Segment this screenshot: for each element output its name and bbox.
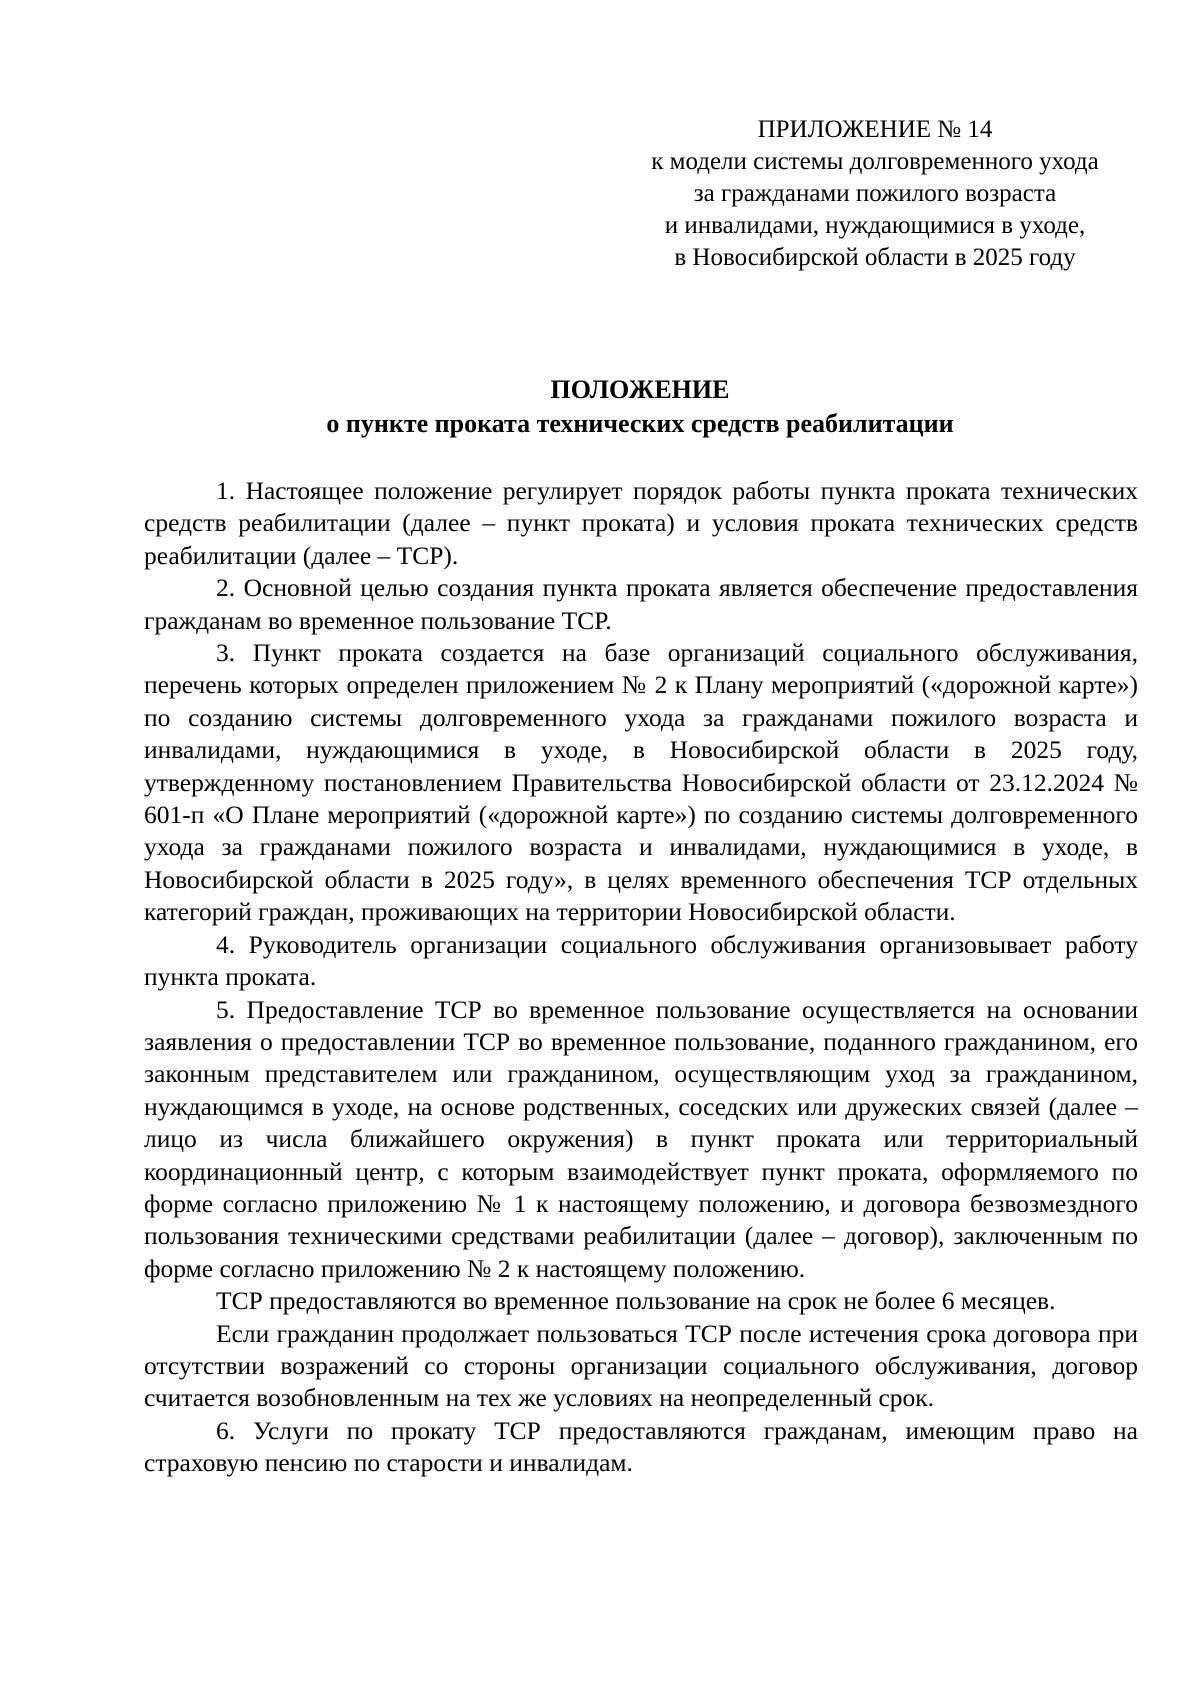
paragraph-2: 2. Основной целью создания пункта проката является обеспечение предоставления гражданам во временное пользование ТСР. <box>144 573 1138 635</box>
annex-line: и инвалидами, нуждающимися в уходе, <box>664 212 1086 239</box>
annex-line: к модели системы долговременного ухода <box>651 148 1099 175</box>
annex-line: в Новосибирской области в 2025 году <box>674 244 1076 271</box>
paragraph-3: 3. Пункт проката создается на базе организаций социального обслуживания, перечень которых определен приложением № 2 к Плану мероприятий («дорожной карте») по созданию системы долговременного ухода за гражданами пожилого возраста и инвалидами, нуждающимися в уходе, в Новосибирской области в 2025 году, утвержденному постановлением Правительства Новосибирской области от 23.12.2024 № 601-п «О Плане мероприятий («дорожной карте») по созданию системы долговременного ухода за гражданами пожилого возраста и инвалидами, нуждающимися в уходе, в Новосибирской области в 2025 году», в целях временного обеспечения ТСР отдельных категорий граждан, проживающих на территории Новосибирской области. <box>144 638 1138 927</box>
paragraph-6: 6. Услуги по прокату ТСР предоставляются гражданам, имеющим право на страховую пенсию по старости и инвалидам. <box>144 1415 1138 1478</box>
annex-line: за гражданами пожилого возраста <box>693 180 1057 207</box>
paragraph-5-renewal: Если гражданин продолжает пользоваться ТСР после истечения срока договора при отсутствии возражений со стороны организации социального обслуживания, договор считается возобновленным на тех же условиях на неопределенный срок. <box>144 1318 1138 1413</box>
title-heading: ПОЛОЖЕНИЕ <box>550 375 730 404</box>
annex-header <box>595 114 1155 274</box>
document-body <box>144 475 1138 1480</box>
paragraph-5-term: ТСР предоставляются во временное пользование на срок не более 6 месяцев. <box>216 1286 1056 1316</box>
document-title <box>144 373 1136 441</box>
paragraph-5: 5. Предоставление ТСР во временное пользование осуществляется на основании заявления о предоставлении ТСР во временное пользование, поданного гражданином, его законным представителем или гражданином, осуществляющим уход за гражданином, нуждающимся в уходе, на основе родственных, соседских или дружеских связей (далее – лицо из числа ближайшего окружения) в пункт проката или территориальный координационный центр, с которым взаимодействует пункт проката, оформляемого по форме согласно приложению № 1 к настоящему положению, и договора безвозмездного пользования техническими средствами реабилитации (далее – договор), заключенным по форме согласно приложению № 2 к настоящему положению. <box>144 994 1138 1283</box>
title-subheading: о пункте проката технических средств реабилитации <box>326 409 954 438</box>
annex-number: ПРИЛОЖЕНИЕ № 14 <box>757 116 993 143</box>
paragraph-4: 4. Руководитель организации социального обслуживания организовывает работу пункта проката. <box>144 929 1138 992</box>
paragraph-1: 1. Настоящее положение регулирует порядок работы пункта проката технических средств реабилитации (далее – пункт проката) и условия проката технических средств реабилитации (далее – ТСР). <box>144 476 1138 570</box>
